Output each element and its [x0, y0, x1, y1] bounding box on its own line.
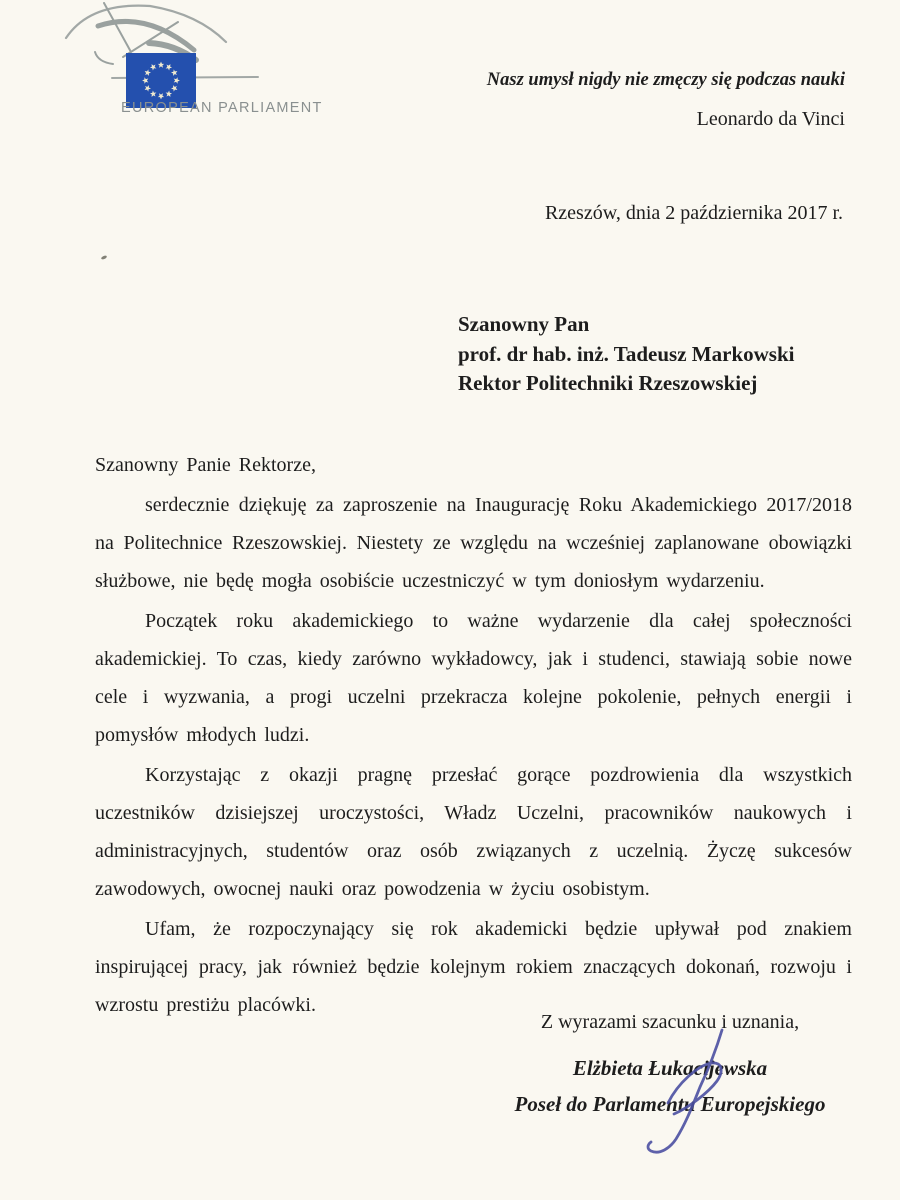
quote-author: Leonardo da Vinci [696, 108, 845, 130]
ep-wordmark: EUROPEAN PARLIAMENT [121, 100, 323, 116]
letter-body [95, 446, 852, 1024]
quote-text: Nasz umysł nigdy nie zmęczy się podczas nauki [486, 70, 845, 90]
body-paragraph-2: Początek roku akademickiego to ważne wydarzenie dla całej społeczności akademickiej. To czas, kiedy zarówno wykładowcy, jak i studenci, stawiają sobie nowe cele i wyzwania, a progi uczelni przekracza kolejne pokolenie, pełnych energii i pomysłów młodych ludzi. [95, 610, 852, 746]
valediction: Z wyrazami szacunku i uznania, [540, 1011, 800, 1033]
sender-title: Poseł do Parlamentu Europejskiego [514, 1092, 826, 1116]
recipient-title: Rektor Politechniki Rzeszowskiej [458, 371, 758, 395]
recipient-salutation: Szanowny Pan [458, 312, 590, 336]
motto-block [380, 70, 845, 131]
body-paragraph-3: Korzystając z okazji pragnę przesłać gorące pozdrowienia dla wszystkich uczestników dzisiejszej uroczystości, Władz Uczelni, pracowników naukowych i administracyjnych, studentów oraz osób związanych z uczelnią. Życzę sukcesów zawodowych, owocnej nauki oraz powodzenia w życiu osobistym. [95, 764, 852, 900]
body-paragraph-4: Ufam, że rozpoczynający się rok akademicki będzie upływał pod znakiem inspirującej pracy, jak również będzie kolejnym rokiem znaczących dokonań, rozwoju i wzrostu prestiżu placówki. [95, 918, 852, 1016]
salutation: Szanowny Panie Rektorze, [95, 454, 316, 476]
date-line: Rzeszów, dnia 2 października 2017 r. [544, 202, 843, 224]
recipient-name: prof. dr hab. inż. Tadeusz Markowski [458, 341, 795, 366]
signature-ink [618, 1013, 768, 1173]
recipient-block [458, 310, 794, 399]
european-parliament-logo-icon [55, 2, 355, 114]
scan-speck [101, 255, 108, 260]
sender-name: Elżbieta Łukacijewska [572, 1056, 768, 1080]
body-paragraph-1: serdecznie dziękuję za zaproszenie na Inaugurację Roku Akademickiego 2017/2018 na Politechnice Rzeszowskiej. Niestety ze względu na wcześniej zaplanowane obowiązki służbowe, nie będę mogła osobiście uczestniczyć w tym doniosłym wydarzeniu. [95, 494, 852, 592]
